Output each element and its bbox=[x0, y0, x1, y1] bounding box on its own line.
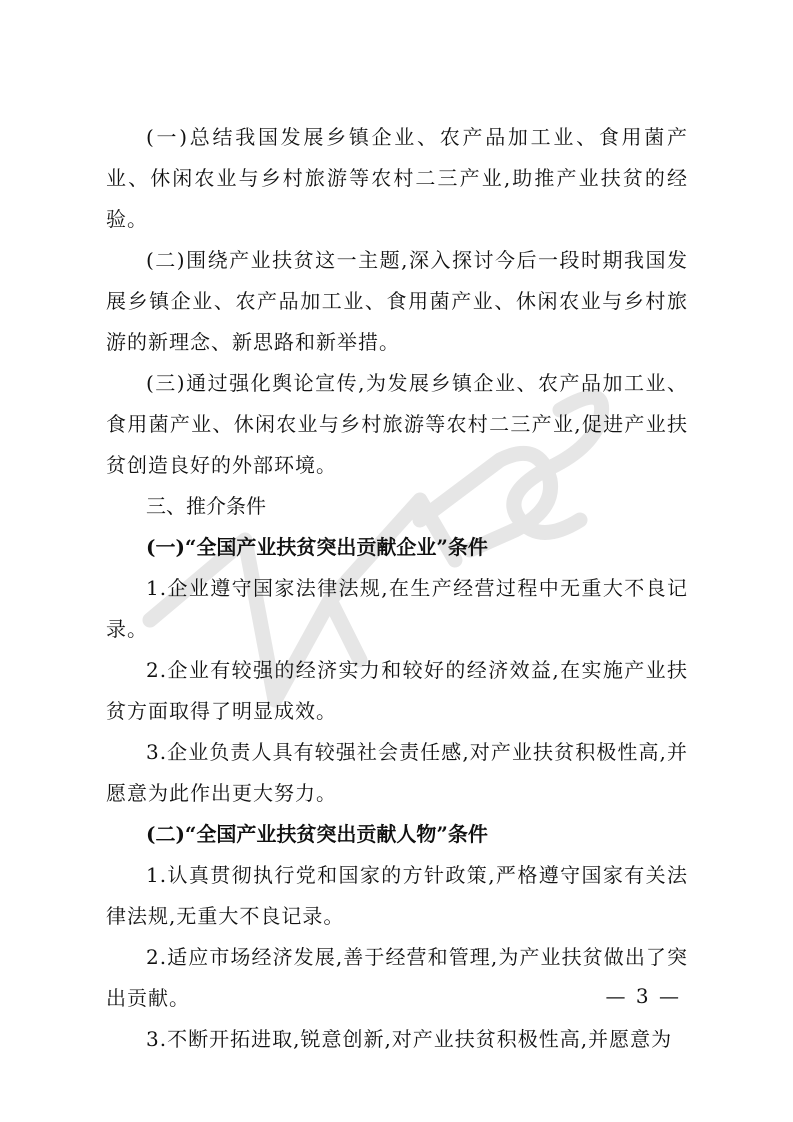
sub1-item-2: 2.企业有较强的经济实力和较好的经济效益,在实施产业扶贫方面取得了明显成效。 bbox=[106, 658, 688, 723]
paragraph-1: (一)总结我国发展乡镇企业、农产品加工业、食用菌产业、休闲农业与乡村旅游等农村二三产业,助推产业扶贫的经验。 bbox=[106, 125, 688, 231]
sub2-item-2: 2.适应市场经济发展,善于经营和管理,为产业扶贫做出了突出贡献。 bbox=[106, 945, 688, 1010]
paragraph-2: (二)围绕产业扶贫这一主题,深入探讨今后一段时期我国发展乡镇企业、农产品加工业、食用菌产业、休闲农业与乡村旅游的新理念、新思路和新举措。 bbox=[106, 248, 688, 354]
sub1-item-3: 3.企业负责人具有较强社会责任感,对产业扶贫积极性高,并愿意为此作出更大努力。 bbox=[106, 740, 688, 805]
svg-text:WPS: WPS bbox=[0, 0, 3, 1]
sub1-item-1: 1.企业遵守国家法律法规,在生产经营过程中无重大不良记录。 bbox=[106, 576, 688, 641]
paragraph-3: (三)通过强化舆论宣传,为发展乡镇企业、农产品加工业、食用菌产业、休闲农业与乡村旅游等农村二三产业,促进产业扶贫创造良好的外部环境。 bbox=[106, 371, 688, 477]
subsection-1-title: (一)“全国产业扶贫突出贡献企业”条件 bbox=[146, 535, 488, 559]
sub2-item-3: 3.不断开拓进取,锐意创新,对产业扶贫积极性高,并愿意为 bbox=[146, 1027, 673, 1051]
page-number: — 3 — bbox=[605, 984, 681, 1008]
document-body bbox=[106, 117, 688, 1060]
subsection-2-title: (二)“全国产业扶贫突出贡献人物”条件 bbox=[146, 822, 488, 846]
section-title: 三、推介条件 bbox=[146, 494, 266, 518]
sub2-item-1: 1.认真贯彻执行党和国家的方针政策,严格遵守国家有关法律法规,无重大不良记录。 bbox=[106, 863, 688, 928]
